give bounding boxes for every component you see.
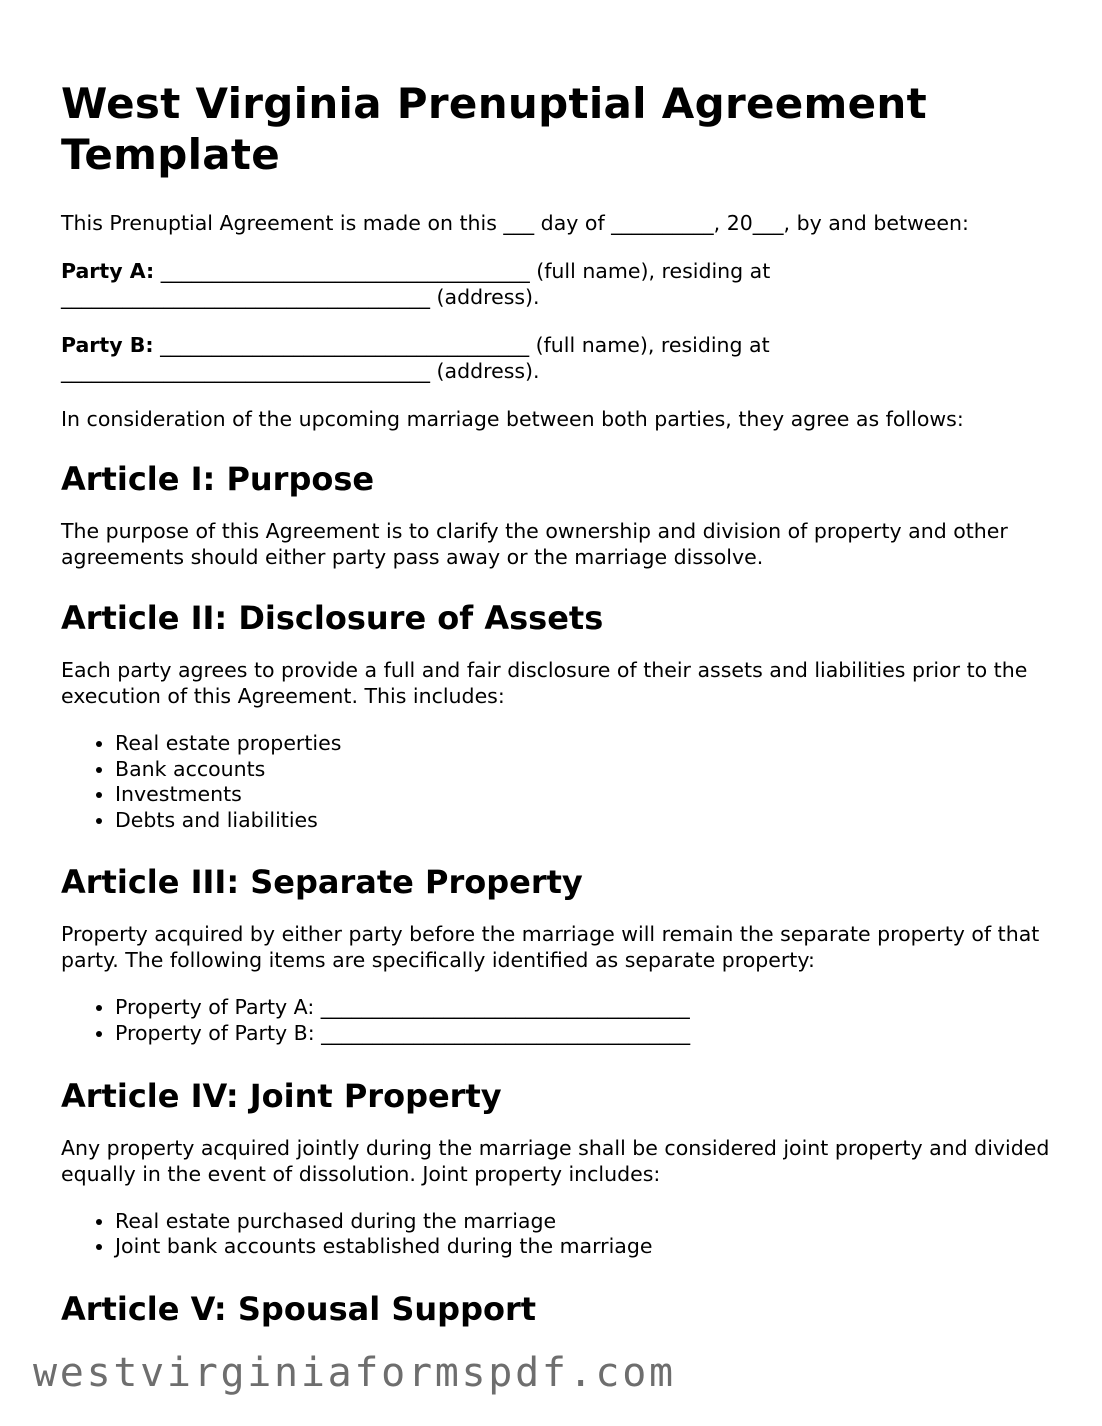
party-b-block <box>61 332 1051 384</box>
article-1-heading: Article I: Purpose <box>61 460 375 498</box>
list-item: • Bank accounts <box>115 757 1051 783</box>
article-4-list <box>61 1209 1051 1260</box>
document-page <box>61 78 1051 1348</box>
party-a-line1: ____________________________________ (full name), residing at <box>154 259 771 283</box>
consideration-paragraph: In consideration of the upcoming marriage between both parties, they agree as follows: <box>61 407 964 431</box>
article-4-heading: Article IV: Joint Property <box>61 1076 502 1115</box>
list-item: • Property of Party A: ____________________________________ <box>115 995 1051 1021</box>
article-3-body: Property acquired by either party before the marriage will remain the separate property of that party. The following items are specifically identified as separate property: <box>61 922 1040 973</box>
article-2-heading: Article II: Disclosure of Assets <box>61 599 604 637</box>
site-watermark: westvirginiaformspdf.com <box>33 1350 676 1396</box>
list-item: • Property of Party B: ____________________________________ <box>115 1021 1051 1047</box>
list-item: • Real estate purchased during the marriage <box>115 1209 1051 1235</box>
party-b-label: Party B: <box>61 333 154 357</box>
article-4-body: Any property acquired jointly during the marriage shall be considered joint property and divided equally in the event of dissolution. Joint property includes: <box>61 1135 1050 1186</box>
list-item: • Real estate properties <box>115 731 1051 757</box>
party-a-label: Party A: <box>61 259 155 283</box>
party-b-line1: ____________________________________ (full name), residing at <box>153 333 770 357</box>
article-3-list <box>61 995 1051 1046</box>
page-title: West Virginia Prenuptial Agreement Template <box>61 79 927 179</box>
article-1-body: The purpose of this Agreement is to clarify the ownership and division of property and other agreements should either party pass away or the marriage dissolve. <box>61 519 1008 569</box>
party-b-line2: ____________________________________ (address). <box>61 359 540 383</box>
list-item: • Debts and liabilities <box>115 808 1051 834</box>
article-3-heading: Article III: Separate Property <box>61 863 583 902</box>
list-item: • Joint bank accounts established during the marriage <box>115 1234 1051 1260</box>
article-2-list <box>61 731 1051 833</box>
party-a-block <box>61 258 1051 310</box>
list-item: • Investments <box>115 782 1051 808</box>
intro-paragraph: This Prenuptial Agreement is made on this ___ day of __________, 20___, by and between: <box>61 211 969 235</box>
article-5-heading: Article V: Spousal Support <box>61 1289 537 1328</box>
article-2-body: Each party agrees to provide a full and fair disclosure of their assets and liabilities prior to the execution of this Agreement. This includes: <box>61 658 1028 708</box>
party-a-line2: ____________________________________ (address). <box>61 285 540 309</box>
